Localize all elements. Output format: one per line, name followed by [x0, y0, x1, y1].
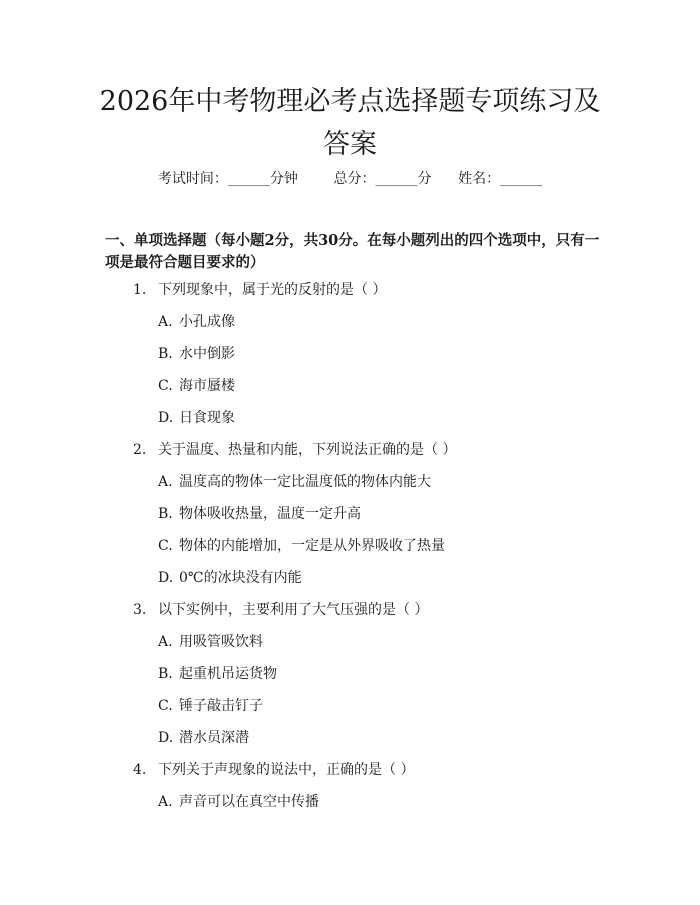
- question-text: 以下实例中，主要利用了大气压强的是（ ）: [158, 602, 429, 618]
- question-2-option: [0, 568, 700, 600]
- option-text: 温度高的物体一定比温度低的物体内能大: [179, 474, 431, 490]
- question-1-option: [0, 344, 700, 376]
- option-text: 小孔成像: [179, 314, 235, 330]
- question-2-option: [0, 504, 700, 536]
- option-letter: C.: [158, 378, 173, 394]
- score-unit: 分: [417, 171, 432, 187]
- name-blank: ______: [500, 171, 543, 187]
- exam-info-line: [0, 168, 700, 188]
- question-number: 3.: [133, 602, 147, 618]
- option-letter: B.: [158, 666, 173, 682]
- time-label: 考试时间：: [157, 171, 228, 187]
- option-text: 日食现象: [179, 410, 235, 426]
- option-letter: A.: [158, 794, 173, 810]
- option-letter: C.: [158, 698, 173, 714]
- question-1: [0, 280, 700, 312]
- question-4-option: [0, 792, 700, 824]
- option-letter: A.: [158, 474, 173, 490]
- name-label: 姓名：: [458, 171, 501, 187]
- option-text: 物体吸收热量，温度一定升高: [179, 506, 361, 522]
- question-list: [0, 280, 700, 824]
- question-number: 2.: [133, 442, 147, 458]
- option-letter: D.: [158, 730, 174, 746]
- time-blank: ______: [227, 171, 270, 187]
- question-3-option: [0, 696, 700, 728]
- option-letter: B.: [158, 346, 173, 362]
- question-text: 下列关于声现象的说法中，正确的是（ ）: [158, 762, 415, 778]
- option-letter: D.: [158, 570, 174, 586]
- section-heading: 一、单项选择题（每小题2分，共30分。在每小题列出的四个选项中，只有一项是最符合题目要求的）: [105, 232, 600, 271]
- question-3: [0, 600, 700, 632]
- question-3-option: [0, 728, 700, 760]
- option-text: 0℃的冰块没有内能: [179, 570, 302, 586]
- page-title: 2026年中考物理必考点选择题专项练习及答案: [99, 86, 601, 160]
- time-unit: 分钟: [269, 171, 298, 187]
- question-number: 1.: [133, 282, 147, 298]
- option-letter: C.: [158, 538, 173, 554]
- option-text: 水中倒影: [179, 346, 235, 362]
- question-4: [0, 760, 700, 792]
- score-label: 总分：: [333, 171, 376, 187]
- question-1-option: [0, 408, 700, 440]
- option-letter: A.: [158, 314, 173, 330]
- option-text: 用吸管吸饮料: [179, 634, 263, 650]
- option-text: 锤子敲击钉子: [179, 698, 263, 714]
- option-text: 潜水员深潜: [179, 730, 249, 746]
- question-text: 下列现象中，属于光的反射的是（ ）: [158, 282, 387, 298]
- question-1-option: [0, 376, 700, 408]
- option-text: 声音可以在真空中传播: [179, 794, 319, 810]
- question-text: 关于温度、热量和内能，下列说法正确的是（ ）: [158, 442, 457, 458]
- question-number: 4.: [133, 762, 147, 778]
- question-3-option: [0, 664, 700, 696]
- question-1-option: [0, 312, 700, 344]
- question-2-option: [0, 536, 700, 568]
- question-2-option: [0, 472, 700, 504]
- score-blank: ______: [375, 171, 418, 187]
- option-text: 海市蜃楼: [179, 378, 235, 394]
- question-3-option: [0, 632, 700, 664]
- option-text: 物体的内能增加，一定是从外界吸收了热量: [179, 538, 445, 554]
- question-2: [0, 440, 700, 472]
- option-letter: A.: [158, 634, 173, 650]
- option-letter: B.: [158, 506, 173, 522]
- option-text: 起重机吊运货物: [179, 666, 277, 682]
- option-letter: D.: [158, 410, 174, 426]
